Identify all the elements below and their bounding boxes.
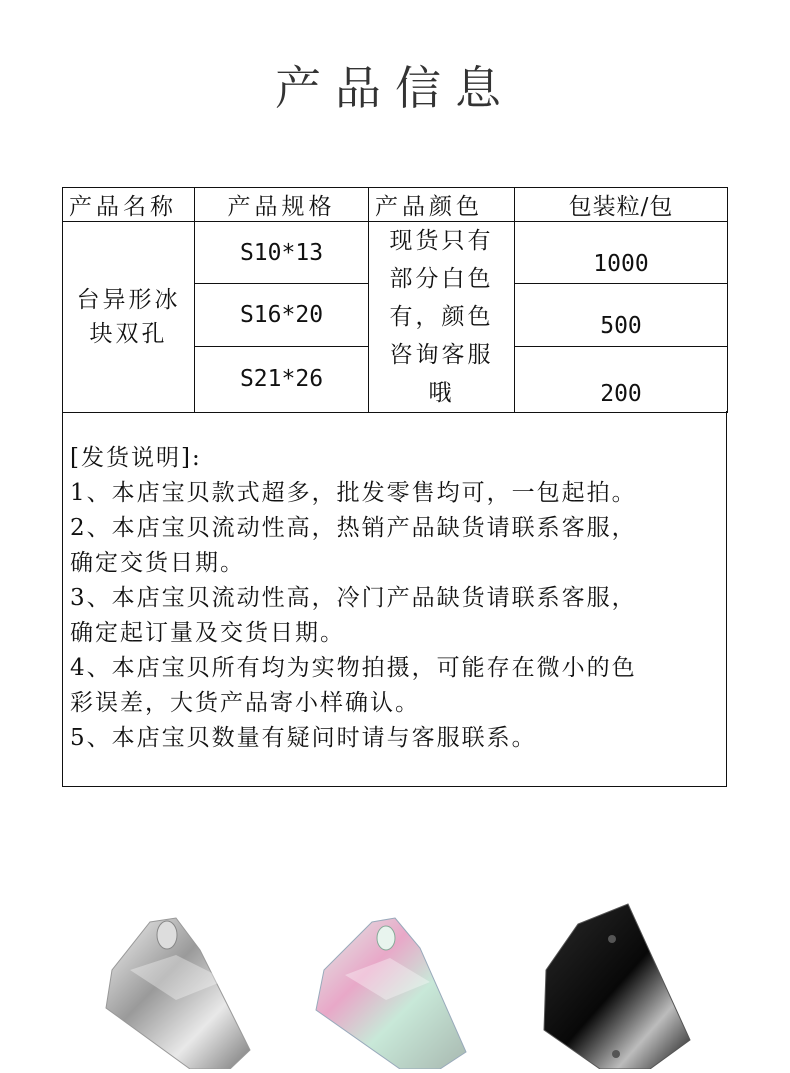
notes-line: 2、本店宝贝流动性高，热销产品缺货请联系客服， [70,515,637,541]
color-line: 现货只有 [389,228,494,254]
quantity-cell: 1000 [515,222,728,284]
product-name-cell [63,222,195,413]
notes-line: 确定交货日期。 [70,550,245,576]
notes-line: 3、本店宝贝流动性高，冷门产品缺货请联系客服， [70,585,637,611]
notes-line: 彩误差，大货产品寄小样确认。 [70,690,420,716]
color-line: 有，颜色 [389,304,494,330]
product-name-line: 台异形冰 [76,287,181,313]
spec-cell: S16*20 [195,284,369,346]
product-spec-table [62,187,728,413]
spec-cell: S21*26 [195,346,369,412]
notes-line: 5、本店宝贝数量有疑问时请与客服联系。 [70,725,537,751]
header-package-qty: 包装粒/包 [515,188,728,222]
header-product-name: 产品名称 [63,188,195,222]
product-photos [0,860,790,1069]
color-line: 部分白色 [389,266,494,292]
color-line: 咨询客服 [389,342,494,368]
gem-images [0,860,790,1069]
notes-line: 1、本店宝贝款式超多，批发零售均可，一包起拍。 [70,480,637,506]
notes-line: 确定起订量及交货日期。 [70,620,345,646]
header-product-color: 产品颜色 [369,188,515,222]
table-row [63,222,728,284]
header-product-spec: 产品规格 [195,188,369,222]
table-header-row [63,188,728,222]
black-gem-icon [544,904,690,1069]
quantity-cell: 200 [515,346,728,412]
product-color-cell [369,222,515,413]
product-name-line: 块双孔 [89,321,168,347]
page-title: 产品信息 [275,61,515,115]
color-line: 哦 [428,380,455,406]
spec-cell: S10*13 [195,222,369,284]
notes-heading: [发货说明]: [70,445,202,471]
ab-gem-icon [316,918,466,1069]
notes-line: 4、本店宝贝所有均为实物拍摄，可能存在微小的色 [70,655,637,681]
quantity-cell: 500 [515,284,728,346]
shipping-notes [62,411,727,787]
clear-gem-icon [106,918,250,1069]
